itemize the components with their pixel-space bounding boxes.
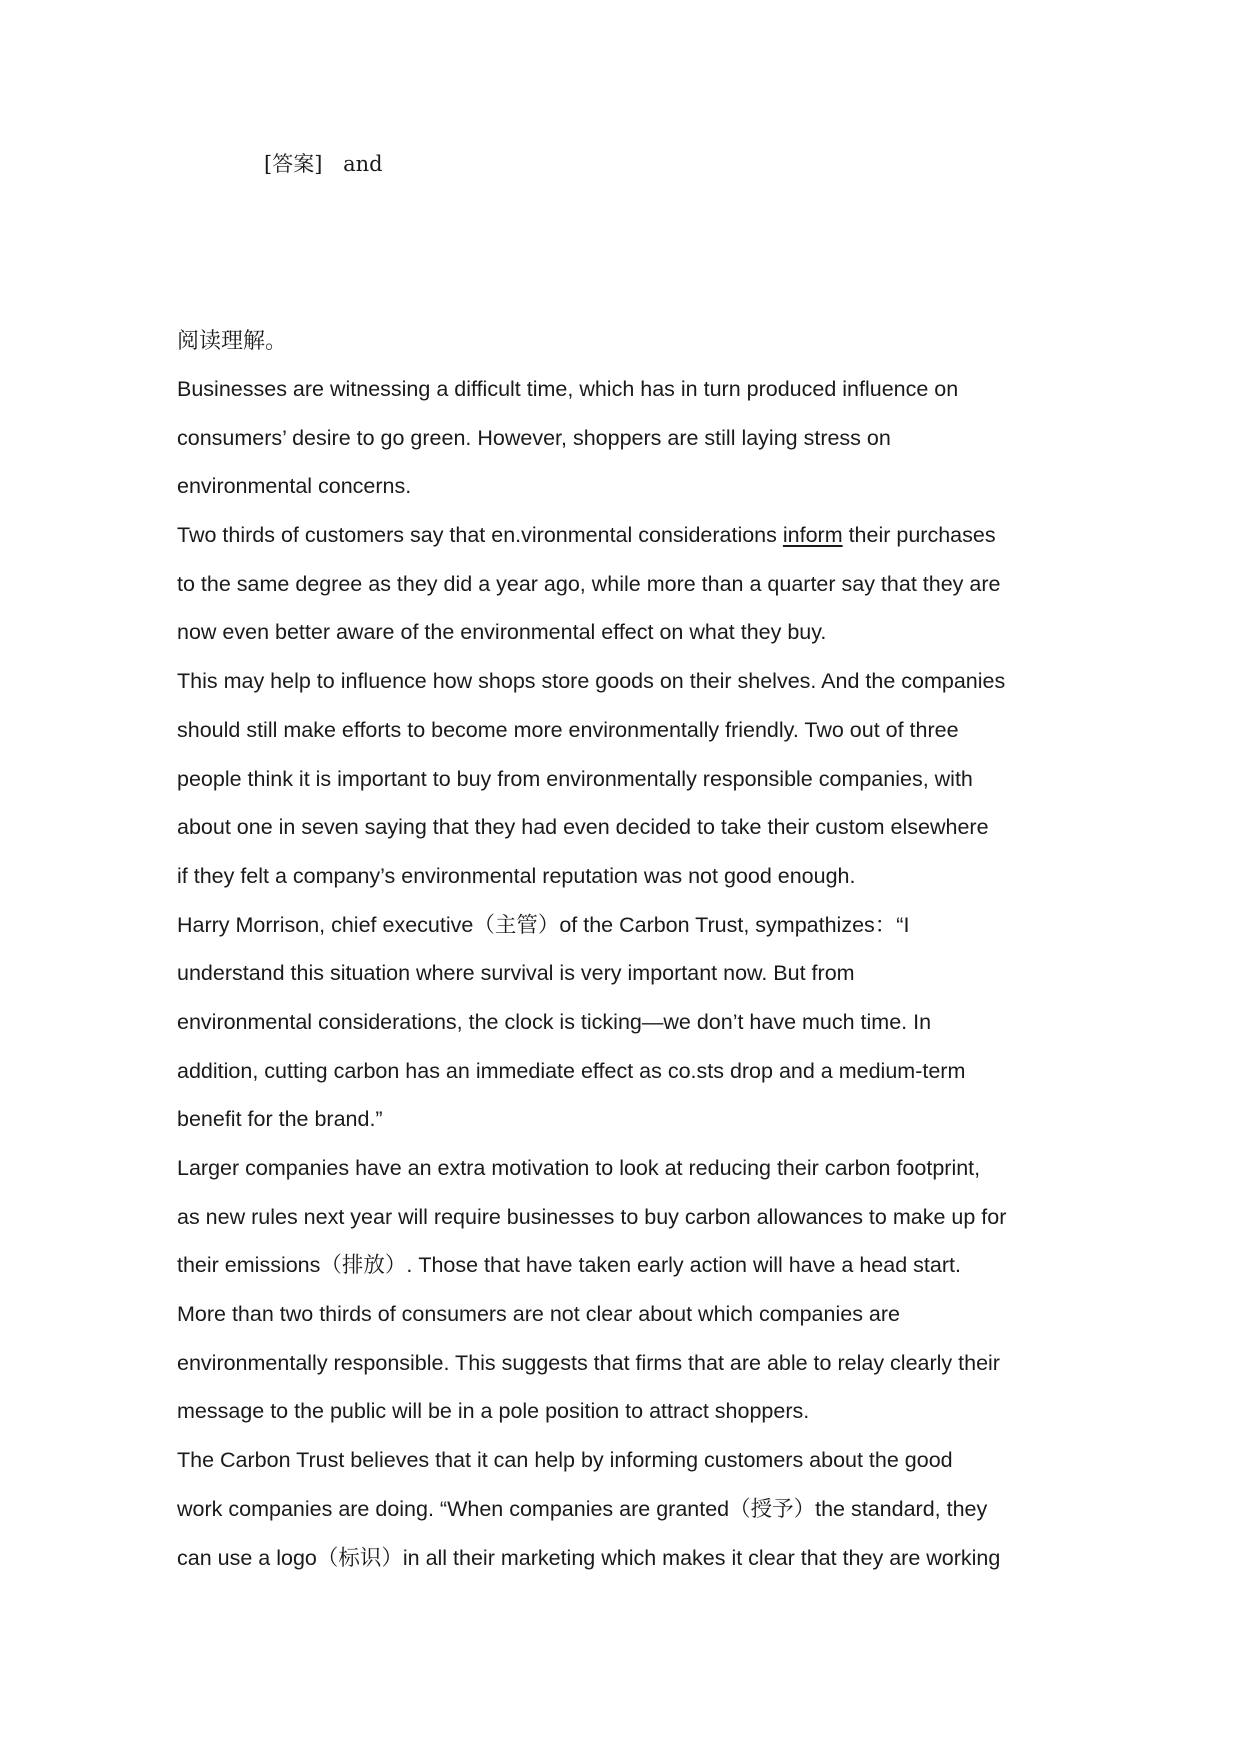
passage-line: environmentally responsible. This suggests that firms that are able to relay clearly their	[177, 1350, 1000, 1375]
passage-line: people think it is important to buy from environmentally responsible companies, with	[177, 766, 973, 791]
passage-line: environmental concerns.	[177, 474, 412, 499]
passage-line: environmental considerations, the clock is ticking—we don’t have much time. In	[177, 1009, 932, 1034]
passage-line: Harry Morrison, chief executive（主管）of the Carbon Trust, sympathizes：“I	[177, 912, 910, 937]
section-title: 阅读理解。	[177, 329, 288, 354]
answer-value: and	[343, 152, 383, 176]
passage-line: now even better aware of the environmental effect on what they buy.	[177, 620, 827, 645]
passage-text: Two thirds of customers say that en.vironmental considerations	[177, 523, 783, 548]
passage-line: work companies are doing. “When companies are granted（授予）the standard, they	[177, 1496, 988, 1521]
passage-line: to the same degree as they did a year ago, while more than a quarter say that they are	[177, 571, 1001, 596]
reading-passage	[177, 373, 1077, 1590]
passage-line: Businesses are witnessing a difficult time, which has in turn produced influence on	[177, 377, 959, 401]
passage-line-underlined	[177, 519, 1077, 568]
passage-line: should still make efforts to become more environmentally friendly. Two out of three	[177, 717, 959, 742]
passage-line: The Carbon Trust believes that it can help by informing customers about the good	[177, 1448, 953, 1473]
passage-text: their purchases	[842, 523, 996, 548]
passage-line: message to the public will be in a pole position to attract shoppers.	[177, 1399, 810, 1424]
passage-line: understand this situation where survival is very important now. But from	[177, 961, 855, 986]
passage-line: More than two thirds of consumers are not clear about which companies are	[177, 1302, 901, 1327]
passage-line: benefit for the brand.”	[177, 1107, 383, 1132]
passage-line: can use a logo（标识）in all their marketing which makes it clear that they are working	[177, 1545, 1001, 1570]
passage-line: consumers’ desire to go green. However, shoppers are still laying stress on	[177, 425, 891, 450]
passage-line: if they felt a company’s environmental reputation was not good enough.	[177, 863, 856, 888]
passage-line: as new rules next year will require businesses to buy carbon allowances to make up for	[177, 1204, 1007, 1229]
passage-line: about one in seven saying that they had even decided to take their custom elsewhere	[177, 815, 989, 840]
answer-line	[264, 148, 383, 180]
underlined-word: inform	[782, 523, 843, 548]
passage-line: This may help to influence how shops store goods on their shelves. And the companies	[177, 669, 1006, 694]
passage-line: addition, cutting carbon has an immediate effect as co.sts drop and a medium-term	[177, 1058, 966, 1083]
answer-label: [答案]	[264, 152, 323, 176]
passage-line: Larger companies have an extra motivation to look at reducing their carbon footprint,	[177, 1156, 981, 1180]
passage-line: their emissions（排放）. Those that have taken early action will have a head start.	[177, 1253, 961, 1278]
